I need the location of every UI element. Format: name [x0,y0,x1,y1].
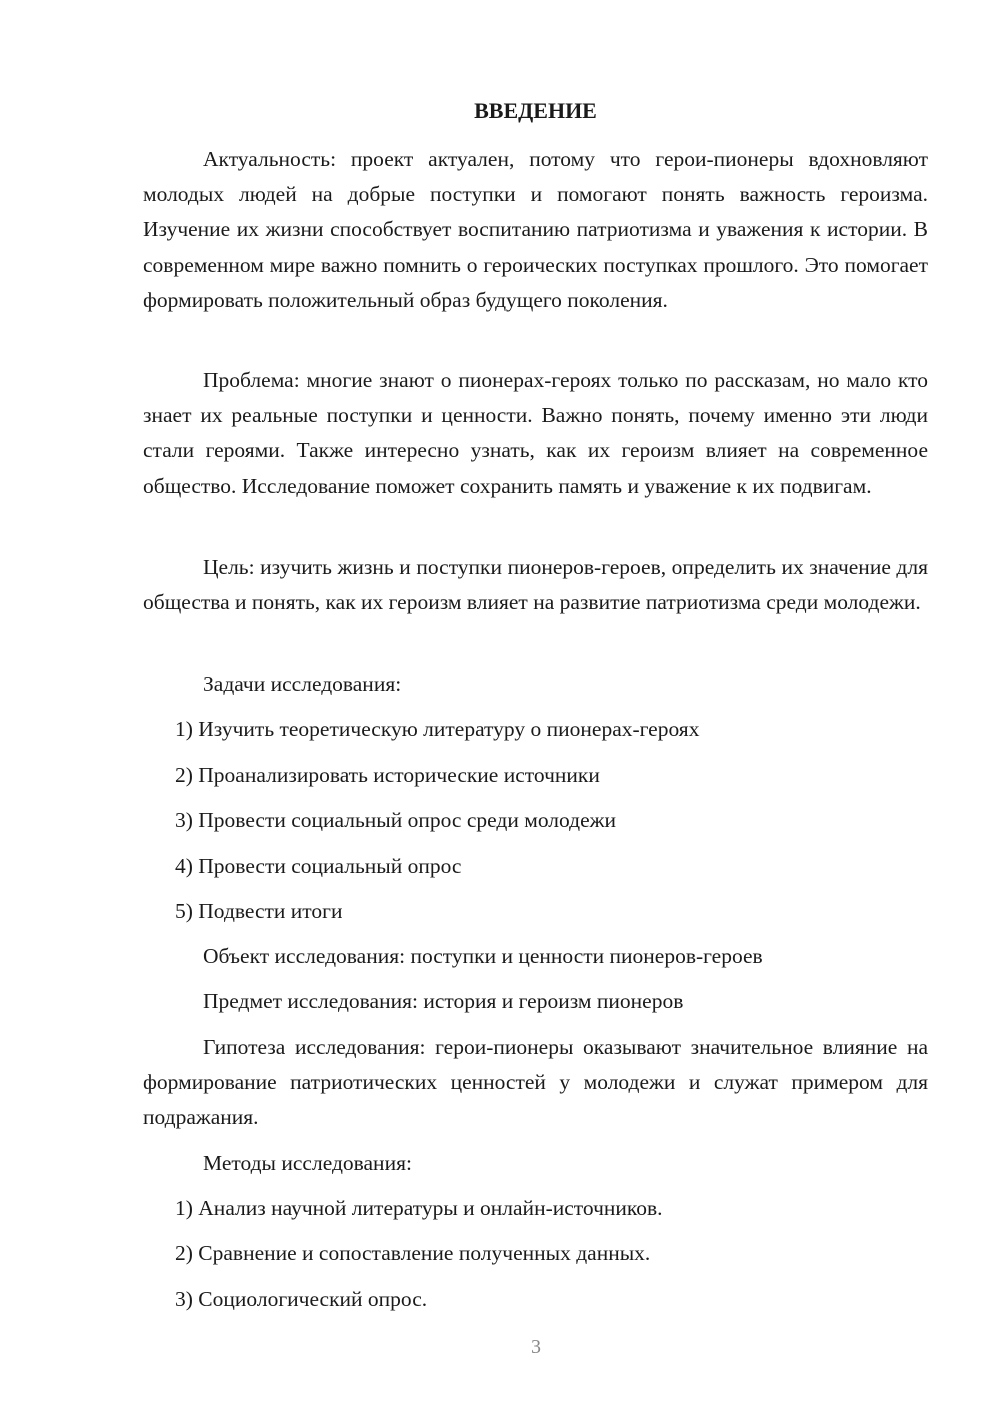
research-object: Объект исследования: поступки и ценности пионеров-героев [203,944,763,968]
goal-paragraph: Цель: изучить жизнь и поступки пионеров-героев, определить их значение для общества и понять, как их героизм влияет на развитие патриотизма среди молодежи. [143,555,928,615]
method-item-3: 3) Социологический опрос. [175,1287,428,1311]
task-item-2: 2) Проанализировать исторические источники [175,763,600,787]
task-item-4: 4) Провести социальный опрос [175,854,462,878]
task-item-5: 5) Подвести итоги [175,899,343,923]
page-number: 3 [531,1336,541,1358]
research-subject: Предмет исследования: история и героизм пионеров [203,989,684,1013]
tasks-heading: Задачи исследования: [203,672,402,696]
method-item-2: 2) Сравнение и сопоставление полученных данных. [175,1241,651,1265]
relevance-paragraph: Актуальность: проект актуален, потому что герои-пионеры вдохновляют молодых людей на добрые поступки и помогают понять важность героизма. Изучение их жизни способствует воспитанию патриотизма и уважения к истории. В современном мире важно помнить о героических поступках прошлого. Это помогает формировать положительный образ будущего поколения. [143,147,928,312]
hypothesis-paragraph: Гипотеза исследования: герои-пионеры оказывают значительное влияние на формирование патриотических ценностей у молодежи и служат примером для подражания. [143,1035,928,1130]
page-title: ВВЕДЕНИЕ [474,98,597,123]
methods-heading: Методы исследования: [203,1151,412,1175]
method-item-1: 1) Анализ научной литературы и онлайн-источников. [175,1196,663,1220]
task-item-1: 1) Изучить теоретическую литературу о пионерах-героях [175,717,700,741]
task-item-3: 3) Провести социальный опрос среди молодежи [175,808,616,832]
problem-paragraph: Проблема: многие знают о пионерах-героях только по рассказам, но мало кто знает их реальные поступки и ценности. Важно понять, почему именно эти люди стали героями. Также интересно узнать, как их героизм влияет на современное общество. Исследование поможет сохранить память и уважение к их подвигам. [143,368,928,498]
